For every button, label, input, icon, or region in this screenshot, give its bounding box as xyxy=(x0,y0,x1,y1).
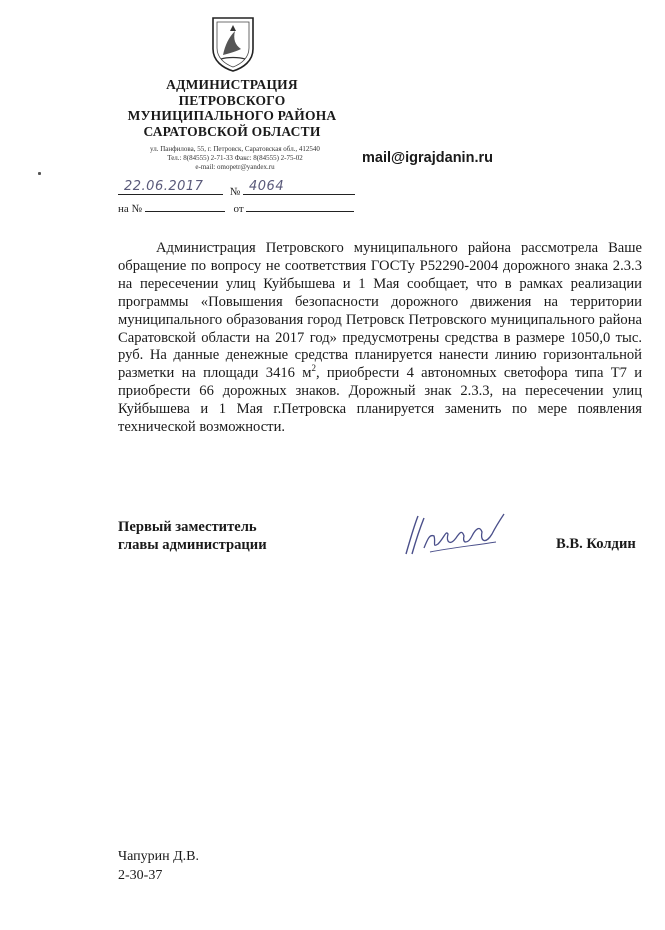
body-text-main: Администрация Петровского муниципального района рассмотрела Ваше обращение по вопросу не соответствия ГОСТу Р52290-2004 дорожного знака 2.3.3 на пересечении улиц Куйбышева и 1 Мая сообщает, что в рамках реализации программы «Повышения безопасности дорожного движения на территории муниципального образования город Петровск Петровского муниципального района Саратовской области на 2017 год» предусмотрены средства в размере 1050,0 тыс. руб. На данные денежные средства планируется нанести линию горизонтальной разметки на площади 3416 м xyxy=(118,240,642,382)
date-handwritten: 22.06.2017 xyxy=(124,179,204,194)
handwritten-signature xyxy=(400,508,510,560)
org-line: САРАТОВСКОЙ ОБЛАСТИ xyxy=(143,123,321,139)
org-phone: Тел.: 8(84555) 2-71-33 Факс: 8(84555) 2-75-02 xyxy=(167,154,303,162)
org-line: АДМИНИСТРАЦИЯ xyxy=(166,77,298,92)
organization-name xyxy=(112,77,352,139)
from-label: от xyxy=(233,203,244,215)
number-label: № xyxy=(229,186,241,198)
date-field xyxy=(118,179,223,195)
executor-phone: 2-30-37 xyxy=(118,868,163,883)
scan-speck xyxy=(38,172,41,175)
executor-info xyxy=(118,847,199,885)
signer-name: В.В. Колдин xyxy=(556,536,636,552)
org-line: ПЕТРОВСКОГО xyxy=(178,92,286,108)
coat-of-arms-icon xyxy=(209,15,257,73)
incoming-date-field xyxy=(246,199,354,212)
executor-name: Чапурин Д.В. xyxy=(118,849,199,864)
body-text-rest: , приобрести 4 автономных светофора типа Т7 и приобрести 66 дорожных знаков. Дорожный знак 2.3.3, на пересечении улиц Куйбышева и 1 Мая г.Петровска планируется заменить по мере появления технической возможности. xyxy=(118,365,642,436)
signer-title-line: Первый заместитель xyxy=(118,519,257,535)
body-superscript: 2 xyxy=(311,363,316,374)
incoming-reference xyxy=(118,199,354,215)
org-line: МУНИЦИПАЛЬНОГО РАЙОНА xyxy=(127,108,337,123)
signer-title xyxy=(118,518,267,554)
recipient-email: mail@igrajdanin.ru xyxy=(362,150,493,166)
org-email: e-mail: omopetr@yandex.ru xyxy=(195,163,275,171)
letter-body xyxy=(118,240,642,437)
org-contacts xyxy=(120,145,350,172)
number-field xyxy=(243,179,355,195)
to-number-label: на № xyxy=(118,203,143,215)
signer-title-line: главы администрации xyxy=(118,537,267,553)
outgoing-reference xyxy=(118,179,355,198)
number-handwritten: 4064 xyxy=(249,179,285,194)
incoming-number-field xyxy=(145,199,225,212)
org-address: ул. Панфилова, 55, г. Петровск, Саратовская обл., 412540 xyxy=(150,145,320,153)
